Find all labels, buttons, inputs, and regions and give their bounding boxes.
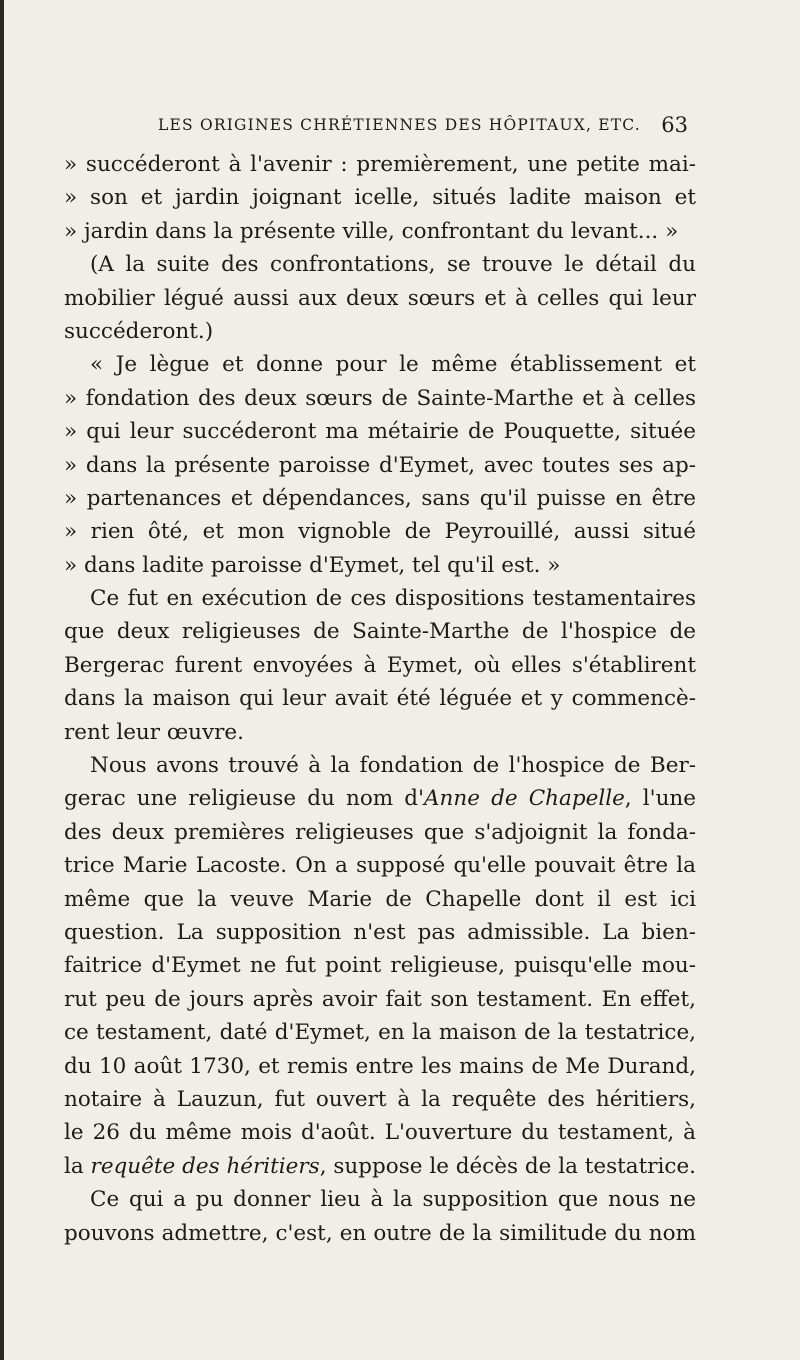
text-line: mobilier légué aussi aux deux sœurs et à celles qui leur — [64, 285, 696, 311]
text-line: » dans ladite paroisse d'Eymet, tel qu'il est. » — [64, 552, 561, 578]
text-line — [64, 782, 696, 815]
text-line: trice Marie Lacoste. On a supposé qu'elle pouvait être la — [64, 853, 696, 879]
text-line: succéderont.) — [64, 318, 214, 344]
text-segment: gerac une religieuse du nom d' — [64, 786, 424, 812]
text-line: que deux religieuses de Sainte-Marthe de l'hospice de — [64, 619, 696, 645]
page-number: 63 — [661, 113, 688, 137]
text-line: des deux premières religieuses que s'adjoignit la fonda- — [64, 819, 696, 845]
text-line: » partenances et dépendances, sans qu'il puisse en être — [64, 485, 696, 511]
text-line: » rien ôté, et mon vignoble de Peyrouillé, aussi situé — [64, 519, 696, 545]
text-line: Bergerac furent envoyées à Eymet, où elles s'établirent — [64, 652, 696, 678]
text-line: » qui leur succéderont ma métairie de Pouquette, située — [64, 419, 696, 445]
italic-segment: requête des héritiers — [90, 1153, 320, 1179]
text-line: faitrice d'Eymet ne fut point religieuse, puisqu'elle mou- — [64, 953, 696, 979]
text-line: Ce fut en exécution de ces dispositions testamentaires — [90, 586, 696, 612]
italic-segment: Anne de Chapelle — [423, 786, 625, 812]
text-line: le 26 du même mois d'août. L'ouverture du testament, à — [64, 1120, 696, 1146]
text-line: » dans la présente paroisse d'Eymet, avec toutes ses ap- — [64, 452, 696, 478]
text-line: « Je lègue et donne pour le même établissement et — [90, 352, 696, 378]
body-text — [64, 148, 696, 1250]
text-line: » jardin dans la présente ville, confrontant du levant... » — [64, 218, 679, 244]
text-line: pouvons admettre, c'est, en outre de la similitude du nom — [64, 1220, 696, 1246]
text-segment: , l'une — [624, 786, 696, 812]
text-line: » son et jardin joignant icelle, situés ladite maison et — [64, 185, 696, 211]
text-line: notaire à Lauzun, fut ouvert à la requête des héritiers, — [64, 1086, 696, 1112]
page-edge — [0, 0, 4, 1360]
text-line: » succéderont à l'avenir : premièrement, une petite mai- — [64, 152, 696, 177]
text-segment: la — [64, 1153, 91, 1179]
text-segment: , suppose le décès de la testatrice. — [319, 1153, 696, 1179]
text-line: » fondation des deux sœurs de Sainte-Marthe et à celles — [64, 385, 696, 411]
text-line: rut peu de jours après avoir fait son testament. En effet, — [64, 986, 696, 1012]
text-line: Ce qui a pu donner lieu à la supposition que nous ne — [90, 1187, 696, 1213]
text-line: ce testament, daté d'Eymet, en la maison de la testatrice, — [64, 1020, 696, 1046]
running-head — [158, 113, 688, 146]
text-line: Nous avons trouvé à la fondation de l'hospice de Ber- — [90, 753, 696, 779]
text-line — [64, 1150, 696, 1183]
running-title: LES ORIGINES CHRÉTIENNES DES HÔPITAUX, ETC. — [158, 116, 641, 134]
text-line: question. La supposition n'est pas admissible. La bien- — [64, 919, 696, 945]
text-line: rent leur œuvre. — [64, 719, 244, 745]
text-line: du 10 août 1730, et remis entre les mains de Me Durand, — [64, 1053, 696, 1079]
text-line: dans la maison qui leur avait été léguée et y commencè- — [64, 686, 696, 712]
text-line: même que la veuve Marie de Chapelle dont il est ici — [64, 886, 696, 912]
text-line: (A la suite des confrontations, se trouve le détail du — [90, 252, 696, 278]
